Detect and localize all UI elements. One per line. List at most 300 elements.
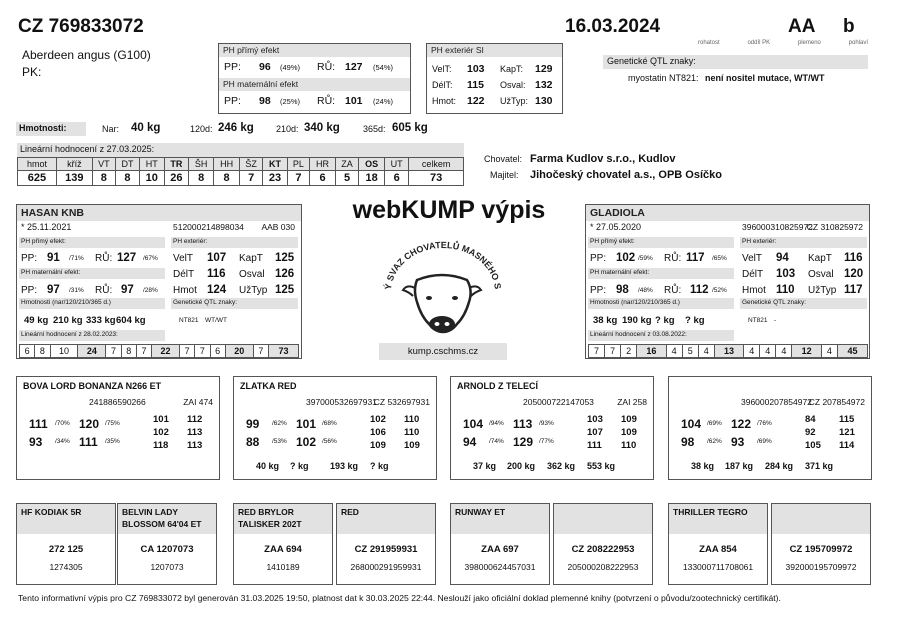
gp-d-3: 93 (731, 435, 745, 449)
sire-lin-13: 73 (269, 345, 299, 358)
osval-label: Osval: (500, 80, 526, 90)
linear-val-5: 26 (164, 171, 189, 186)
gp-name-1: ZLATKA RED (240, 381, 297, 391)
linear-val-15: 73 (409, 171, 464, 186)
sire-lin-12: 7 (253, 345, 268, 358)
qtl-label: myostatin NT821: (628, 73, 699, 83)
sire-pp: 91 (47, 252, 60, 264)
sire-lin-3: 24 (78, 345, 106, 358)
sire-linear-table (19, 344, 299, 358)
sire-lin-title: Lineární hodnocení z 28.02.2023: (19, 330, 165, 341)
linear-val-2: 8 (92, 171, 115, 186)
ph-direct-maternal-box (218, 43, 411, 114)
gp-dp-0: /35% (105, 438, 120, 445)
gp-w-2-3: 553 kg (587, 461, 616, 471)
footer-note: Tento informativní výpis pro CZ 769833072 byl generován 31.03.2025 19:50, platnost dat k 30.03.2025 22:44. Neslouží jako oficiální doklad plemenné knihy (potvrzení o původu/zootechnický certifikát). (18, 593, 781, 603)
ggp-id2-7: 392000195709972 (785, 562, 857, 572)
gp-cp-1: /53% (272, 438, 287, 445)
delt-label: DélT: (432, 80, 453, 90)
gp-code-3: CZ 207854972 (808, 397, 865, 407)
sire-qtl-l: NT821 (179, 317, 199, 324)
dam-ex-v-2: 110 (776, 284, 795, 296)
ggp-id2-1: 1207073 (150, 562, 184, 572)
ggp-id-3: CZ 291959931 (354, 544, 418, 555)
dam-w-title: Hmotnosti (nar/120/210/365 d.) (588, 298, 734, 309)
dam-w-3: ? kg (685, 315, 705, 326)
sire-ex-l2-0: KapT (239, 253, 263, 264)
breeder-label: Chovatel: (484, 154, 523, 164)
ggp-id2-5: 205000208222953 (567, 562, 639, 572)
ph-direct-title: PH přímý efekt (219, 44, 410, 57)
gp-cp-3: /62% (707, 438, 722, 445)
dam-ex-l2-1: Osval (808, 269, 834, 280)
w-210: 340 kg (304, 122, 340, 134)
grandparent-card-2 (450, 376, 654, 480)
linear-val-10: 7 (287, 171, 309, 186)
sire-card (16, 204, 302, 359)
sire-ex-v-2: 124 (207, 284, 227, 296)
ph-pp-pct: (49%) (280, 63, 301, 72)
gp-e-3-2: 92 (805, 427, 816, 438)
sire-name: HASAN KNB (17, 205, 301, 221)
ggp-id-7: CZ 195709972 (789, 544, 853, 555)
linear-head-14: UT (385, 158, 409, 171)
linear-title: Lineární hodnocení z 27.03.2025: (17, 143, 464, 157)
sub-rohatost: rohatost (698, 40, 720, 46)
linear-head-13: OS (359, 158, 385, 171)
sire-reg: 512000214898034 (173, 222, 244, 232)
gp-w-1-3: ? kg (370, 461, 389, 471)
linear-head-3: DT (115, 158, 139, 171)
great-grandparent-card-7 (771, 503, 871, 585)
association-logo (377, 230, 507, 340)
dam-reg: 396000310825972 (742, 222, 813, 232)
grandparent-card-0 (16, 376, 220, 480)
gp-bp-2: /93% (539, 420, 554, 427)
gp-a-0: 111 (29, 417, 48, 431)
sire-w-1: 210 kg (53, 315, 83, 326)
gp-w-1-1: ? kg (290, 461, 309, 471)
linear-head-4: HT (140, 158, 165, 171)
kapt: 129 (535, 63, 553, 75)
breed: Aberdeen angus (G100) (22, 48, 151, 62)
dam-lin-4: 4 (666, 345, 682, 358)
sire-lin-6: 7 (136, 345, 151, 358)
dam-qtl-l: NT821 (748, 317, 768, 324)
linear-val-9: 23 (263, 171, 288, 186)
sex-code: b (843, 16, 855, 37)
gp-e-0-1: 112 (187, 414, 203, 425)
gp-e-1-1: 110 (404, 414, 420, 425)
sire-ru-p: /67% (143, 255, 158, 262)
gp-ap-1: /62% (272, 420, 287, 427)
gp-e-2-5: 110 (621, 440, 637, 451)
w-210-label: 210d: (276, 124, 299, 134)
gp-w-3-3: 371 kg (805, 461, 834, 471)
gp-w-3-0: 38 kg (691, 461, 715, 471)
phm-ru-pct: (24%) (373, 97, 394, 106)
dam-mpp: 98 (616, 284, 629, 296)
gp-ap-0: /70% (55, 420, 70, 427)
linear-val-1: 139 (56, 171, 92, 186)
dam-lin-13: 45 (838, 345, 868, 358)
sire-mru: 97 (121, 284, 134, 296)
dam-born: * 27.05.2020 (590, 222, 642, 232)
osval: 132 (535, 79, 553, 91)
dam-pm-title: PH maternální efekt: (588, 268, 734, 279)
great-grandparent-card-4 (450, 503, 550, 585)
sire-ex-l2-2: UžTyp (239, 285, 268, 296)
grandparent-card-1 (233, 376, 437, 480)
dam-lin-11: 12 (792, 345, 821, 358)
gp-d-2: 129 (513, 435, 534, 449)
phm-ru-label: RŮ: (317, 95, 336, 107)
gp-w-1-2: 193 kg (330, 461, 359, 471)
ggp-id-2: ZAA 694 (264, 544, 302, 555)
sire-w-2: 333 kg (86, 315, 116, 326)
dam-lin-7: 13 (714, 345, 743, 358)
gp-d-1: 102 (296, 435, 317, 449)
great-grandparent-card-5 (553, 503, 653, 585)
w-365-label: 365d: (363, 124, 386, 134)
great-grandparent-card-0 (16, 503, 116, 585)
linear-val-6: 8 (189, 171, 214, 186)
w-120-label: 120d: (190, 124, 213, 134)
sire-w-0: 49 kg (24, 315, 49, 326)
gp-dp-3: /69% (757, 438, 772, 445)
gp-b-1: 101 (296, 417, 317, 431)
sire-lin-5: 8 (121, 345, 136, 358)
dam-code: CZ 310825972 (806, 222, 863, 232)
sire-ex-v2-2: 125 (275, 284, 295, 296)
dam-lin-12: 4 (821, 345, 837, 358)
ggp-name-0: HF KODIAK 5R (21, 507, 82, 517)
page-title: webKUMP výpis (352, 196, 546, 224)
ggp-id-0: 272 125 (48, 544, 84, 555)
dam-ex-v2-2: 117 (844, 284, 863, 296)
ggp-id-5: CZ 208222953 (571, 544, 635, 555)
gp-cp-2: /74% (489, 438, 504, 445)
dam-pex-title: PH exteriér: (740, 237, 867, 248)
delt: 115 (467, 79, 484, 91)
dam-w-1: 190 kg (622, 315, 652, 326)
gp-d-0: 111 (79, 435, 98, 449)
dam-lin-8: 4 (744, 345, 760, 358)
gp-cp-0: /34% (55, 438, 70, 445)
gp-b-2: 113 (513, 417, 533, 431)
dam-lin-3: 16 (637, 345, 666, 358)
w-nar-label: Nar: (102, 124, 120, 134)
gp-e-0-4: 118 (153, 440, 169, 451)
dam-ex-v2-1: 120 (844, 268, 864, 280)
gp-e-2-3: 109 (621, 427, 637, 438)
sire-pd-title: PH přímý efekt: (19, 237, 165, 248)
dam-lin-10: 4 (776, 345, 792, 358)
cow-logo-icon (377, 230, 507, 340)
dam-ex-l-1: DélT (742, 269, 764, 280)
grandparent-card-3 (668, 376, 872, 480)
sire-mpp-l: PP: (21, 285, 38, 296)
dam-ex-l2-0: KapT (808, 253, 832, 264)
sire-ex-l-0: VelT (173, 253, 194, 264)
dam-pp-l: PP: (590, 253, 607, 264)
dam-lin-0: 7 (589, 345, 605, 358)
dam-name: GLADIOLA (586, 205, 869, 221)
gp-c-2: 94 (463, 435, 477, 449)
ph-pp-label: PP: (224, 61, 241, 73)
gp-a-2: 104 (463, 417, 484, 431)
hmot: 122 (467, 95, 485, 107)
ggp-id2-4: 398000624457031 (464, 562, 536, 572)
dam-pd-title: PH přímý efekt: (588, 237, 734, 248)
gp-a-1: 99 (246, 417, 260, 431)
linear-val-14: 6 (385, 171, 409, 186)
linear-val-8: 7 (240, 171, 263, 186)
sire-pm-title: PH maternální efekt: (19, 268, 165, 279)
animal-id: CZ 769833072 (18, 16, 144, 37)
sire-ex-l-2: Hmot (173, 285, 197, 296)
gp-name-0: BOVA LORD BONANZA N266 ET (23, 381, 162, 391)
ggp-id-4: ZAA 697 (481, 544, 519, 555)
sire-ru-l: RŮ: (95, 253, 113, 264)
gp-c-0: 93 (29, 435, 43, 449)
ph-ru-pct: (54%) (373, 63, 394, 72)
gp-bp-0: /75% (105, 420, 120, 427)
logo-text: Ý SVAZ CHOVATELŮ MASNÉHO S (383, 239, 503, 291)
gp-w-3-1: 187 kg (725, 461, 754, 471)
header-sublabels (698, 40, 868, 46)
website-link[interactable]: kump.cschms.cz (379, 343, 507, 360)
sire-ex-v2-0: 125 (275, 252, 295, 264)
gp-w-2-1: 200 kg (507, 461, 536, 471)
linear-val-7: 8 (214, 171, 240, 186)
gp-code-1: CZ 532697931 (373, 397, 430, 407)
ph-maternal-title: PH maternální efekt (219, 78, 410, 91)
gp-w-3-2: 284 kg (765, 461, 794, 471)
gp-e-1-5: 109 (404, 440, 420, 451)
dam-lin-9: 4 (760, 345, 776, 358)
dam-ex-l2-2: UžTyp (808, 285, 837, 296)
gp-dp-1: /56% (322, 438, 337, 445)
sire-ex-l-1: DélT (173, 269, 195, 280)
gp-dp-2: /77% (539, 438, 554, 445)
ggp-id2-3: 268000291959931 (350, 562, 422, 572)
owner-label: Majitel: (490, 170, 519, 180)
horn-code: AA (788, 16, 816, 37)
ggp-name-4: RUNWAY ET (455, 507, 506, 517)
report-date: 16.03.2024 (565, 16, 661, 37)
dam-qtl: - (774, 317, 777, 324)
linear-val-12: 5 (335, 171, 358, 186)
weights-title: Hmotnosti: (16, 122, 86, 136)
sire-lin-0: 6 (20, 345, 35, 358)
sire-pp-p: /71% (69, 255, 84, 262)
sire-lin-7: 22 (152, 345, 180, 358)
gp-e-3-0: 84 (805, 414, 816, 425)
velt: 103 (467, 63, 485, 75)
sire-lin-8: 7 (180, 345, 195, 358)
linear-head-7: HH (214, 158, 240, 171)
great-grandparent-card-3 (336, 503, 436, 585)
ggp-header-7 (772, 504, 870, 534)
sire-w-3: 604 kg (116, 315, 146, 326)
gp-bp-1: /68% (322, 420, 337, 427)
gp-reg-2: 205000722147053 (523, 397, 594, 407)
sire-ru: 127 (117, 252, 137, 264)
phm-pp-label: PP: (224, 95, 241, 107)
dam-ru: 117 (686, 252, 705, 264)
dam-mru-p: /52% (712, 287, 727, 294)
sire-lin-2: 10 (50, 345, 78, 358)
dam-lin-5: 5 (682, 345, 698, 358)
dam-lin-1: 7 (605, 345, 621, 358)
gp-e-0-0: 101 (153, 414, 169, 425)
gp-e-2-4: 111 (587, 440, 602, 451)
ggp-name-2: RED BRYLOR TALISKER 202T (238, 507, 302, 529)
linear-head-0: hmot (18, 158, 57, 171)
dam-mpp-p: /48% (638, 287, 653, 294)
linear-val-0: 625 (18, 171, 57, 186)
ggp-id2-6: 133000711708061 (682, 562, 754, 572)
gp-reg-3: 396000207854972 (741, 397, 812, 407)
linear-head-1: kříž (56, 158, 92, 171)
gp-e-0-2: 102 (153, 427, 169, 438)
dam-ru-l: RŮ: (664, 253, 682, 264)
gp-e-3-5: 114 (839, 440, 855, 451)
linear-head-8: ŠZ (240, 158, 263, 171)
gp-e-1-0: 102 (370, 414, 386, 425)
velt-label: VelT: (432, 64, 452, 74)
gp-bp-3: /76% (757, 420, 772, 427)
linear-head-11: HR (310, 158, 336, 171)
gp-e-2-2: 107 (587, 427, 603, 438)
gp-e-0-5: 113 (187, 440, 203, 451)
phm-ru: 101 (345, 95, 363, 107)
dam-ru-p: /65% (712, 255, 727, 262)
sire-pex-title: PH exteriér: (171, 237, 298, 248)
sire-ex-v-1: 116 (207, 268, 226, 280)
gp-e-1-2: 106 (370, 427, 386, 438)
gp-c-3: 98 (681, 435, 695, 449)
dam-ex-v2-0: 116 (844, 252, 863, 264)
dam-card (585, 204, 870, 359)
dam-lin-title: Lineární hodnocení z 03.08.2022: (588, 330, 734, 341)
linear-table (17, 157, 464, 186)
dam-mpp-l: PP: (590, 285, 607, 296)
sub-plemeno: plemeno (797, 40, 821, 46)
linear-val-3: 8 (115, 171, 139, 186)
ggp-id2-0: 1274305 (49, 562, 83, 572)
gp-code-2: ZAI 258 (617, 397, 647, 407)
gp-b-3: 122 (731, 417, 752, 431)
sire-mpp-p: /31% (69, 287, 84, 294)
ggp-header-5 (554, 504, 652, 534)
gp-reg-1: 397000532697931 (306, 397, 377, 407)
sire-mpp: 97 (47, 284, 60, 296)
sire-ex-v-0: 107 (207, 252, 227, 264)
gp-w-2-2: 362 kg (547, 461, 576, 471)
gp-w-2-0: 37 kg (473, 461, 497, 471)
dam-w-2: ? kg (655, 315, 675, 326)
ph-pp: 96 (259, 61, 271, 73)
ggp-id-1: CA 1207073 (140, 544, 194, 555)
linear-head-6: ŠH (189, 158, 214, 171)
uztyp: 130 (535, 95, 553, 107)
dam-w-0: 38 kg (593, 315, 618, 326)
sire-qtl-title: Genetické QTL znaky: (171, 298, 298, 309)
gp-e-2-1: 109 (621, 414, 637, 425)
ph-ru: 127 (345, 61, 363, 73)
gp-e-3-3: 121 (839, 427, 855, 438)
dam-qtl-title: Genetické QTL znaky: (740, 298, 867, 309)
dam-pp: 102 (616, 252, 636, 264)
gp-code-0: ZAI 474 (183, 397, 213, 407)
ggp-name-3: RED (341, 507, 359, 517)
w-120: 246 kg (218, 122, 254, 134)
sire-lin-11: 20 (225, 345, 253, 358)
gp-b-0: 120 (79, 417, 100, 431)
sire-ex-l2-1: Osval (239, 269, 265, 280)
sub-oddil: oddíl PK (747, 40, 771, 46)
great-grandparent-card-6 (668, 503, 768, 585)
ggp-id-6: ZAA 854 (699, 544, 737, 555)
dam-mru-l: RŮ: (664, 285, 682, 296)
qtl-value: není nositel mutace, WT/WT (705, 73, 825, 83)
dam-ex-l-0: VelT (742, 253, 763, 264)
dam-linear-table (588, 344, 868, 358)
gp-reg-0: 241886590266 (89, 397, 146, 407)
sire-lin-4: 7 (106, 345, 121, 358)
sire-w-title: Hmotnosti (nar/120/210/365 d.) (19, 298, 165, 309)
pk-label: PK: (22, 65, 42, 79)
gp-w-1-0: 40 kg (256, 461, 280, 471)
sire-born: * 25.11.2021 (21, 222, 72, 232)
dam-ex-v-0: 94 (776, 252, 789, 264)
kapt-label: KapT: (500, 64, 524, 74)
ggp-name-1: BELVIN LADY BLOSSOM 64'04 ET (122, 507, 202, 529)
dam-ex-v-1: 103 (776, 268, 796, 280)
linear-val-4: 10 (140, 171, 165, 186)
ph-ru-label: RŮ: (317, 61, 336, 73)
great-grandparent-card-1 (117, 503, 217, 585)
sire-pp-l: PP: (21, 253, 38, 264)
sub-pohlavi: pohlaví (848, 40, 868, 46)
gp-name-2: ARNOLD Z TELECÍ (457, 381, 538, 391)
breeder: Farma Kudlov s.r.o., Kudlov (530, 153, 676, 165)
gp-e-1-3: 110 (404, 427, 420, 438)
sire-lin-9: 7 (195, 345, 210, 358)
linear-head-2: VT (92, 158, 115, 171)
hmot-label: Hmot: (432, 96, 457, 106)
linear-val-11: 6 (310, 171, 336, 186)
sire-code: AAB 030 (261, 222, 295, 232)
w-365: 605 kg (392, 122, 428, 134)
dam-pp-p: /59% (638, 255, 653, 262)
gp-c-1: 88 (246, 435, 260, 449)
gp-ap-2: /94% (489, 420, 504, 427)
gp-e-3-4: 105 (805, 440, 821, 451)
ggp-name-6: THRILLER TEGRO (673, 507, 748, 517)
owner: Jihočeský chovatel a.s., OPB Osíčko (530, 169, 722, 181)
dam-lin-6: 4 (698, 345, 714, 358)
sire-lin-1: 8 (35, 345, 50, 358)
sire-mru-l: RŮ: (95, 285, 113, 296)
gp-e-1-4: 109 (370, 440, 386, 451)
dam-lin-2: 2 (621, 345, 637, 358)
ph-exterior-title: PH exteriér SI (427, 44, 562, 57)
gp-e-3-1: 115 (839, 414, 855, 425)
linear-head-5: TR (164, 158, 189, 171)
